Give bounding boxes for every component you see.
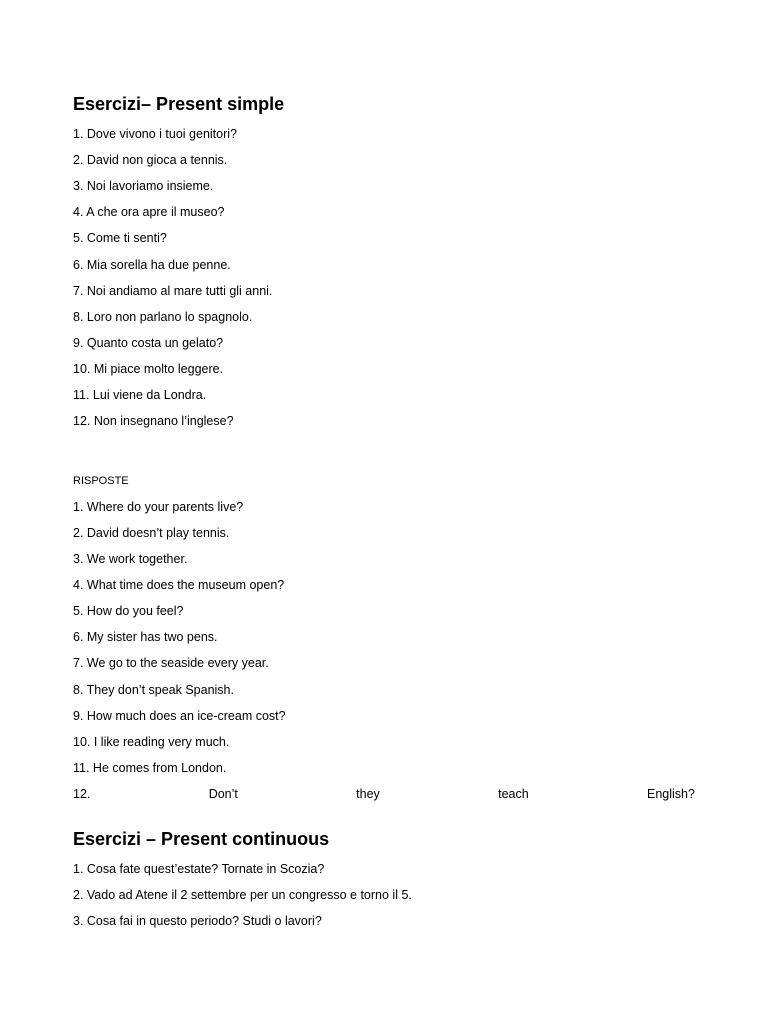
answer-word: they bbox=[356, 787, 380, 801]
section-title-present-continuous: Esercizi – Present continuous bbox=[73, 829, 330, 849]
exercise-item: 12. Non insegnano l’inglese? bbox=[73, 414, 234, 428]
answer-item: 6. My sister has two pens. bbox=[73, 630, 218, 644]
answer-item: 1. Where do your parents live? bbox=[73, 500, 244, 514]
answer-item: 11. He comes from London. bbox=[73, 761, 227, 775]
exercise-item: 1. Cosa fate quest’estate? Tornate in Scozia? bbox=[73, 862, 325, 876]
answer-item: 9. How much does an ice-cream cost? bbox=[73, 709, 286, 723]
exercise-item: 3. Noi lavoriamo insieme. bbox=[73, 179, 214, 193]
exercise-item: 3. Cosa fai in questo periodo? Studi o lavori? bbox=[73, 914, 322, 928]
exercise-item: 2. David non gioca a tennis. bbox=[73, 153, 228, 167]
answer-item: 7. We go to the seaside every year. bbox=[73, 656, 269, 670]
exercise-item: 7. Noi andiamo al mare tutti gli anni. bbox=[73, 284, 273, 298]
section-title-present-simple: Esercizi– Present simple bbox=[73, 94, 285, 114]
exercise-item: 5. Come ti senti? bbox=[73, 231, 167, 245]
answer-item-justified bbox=[73, 787, 695, 801]
answers-label: RISPOSTE bbox=[73, 475, 129, 487]
exercise-item: 2. Vado ad Atene il 2 settembre per un congresso e torno il 5. bbox=[73, 888, 412, 902]
answer-item: 10. I like reading very much. bbox=[73, 735, 230, 749]
exercise-item: 11. Lui viene da Londra. bbox=[73, 388, 207, 402]
answer-item: 8. They don’t speak Spanish. bbox=[73, 683, 234, 697]
answer-item: 3. We work together. bbox=[73, 552, 188, 566]
answer-word: teach bbox=[498, 787, 529, 801]
exercise-item: 6. Mia sorella ha due penne. bbox=[73, 258, 231, 272]
answer-word: English? bbox=[647, 787, 695, 801]
answer-item: 5. How do you feel? bbox=[73, 604, 184, 618]
exercise-item: 8. Loro non parlano lo spagnolo. bbox=[73, 310, 253, 324]
answer-item: 2. David doesn’t play tennis. bbox=[73, 526, 230, 540]
answer-item: 4. What time does the museum open? bbox=[73, 578, 285, 592]
answer-word: 12. bbox=[73, 787, 91, 801]
answer-word: Don’t bbox=[208, 787, 238, 801]
exercise-item: 10. Mi piace molto leggere. bbox=[73, 362, 224, 376]
exercise-item: 9. Quanto costa un gelato? bbox=[73, 336, 224, 350]
exercise-item: 4. A che ora apre il museo? bbox=[73, 205, 225, 219]
exercise-item: 1. Dove vivono i tuoi genitori? bbox=[73, 127, 237, 141]
